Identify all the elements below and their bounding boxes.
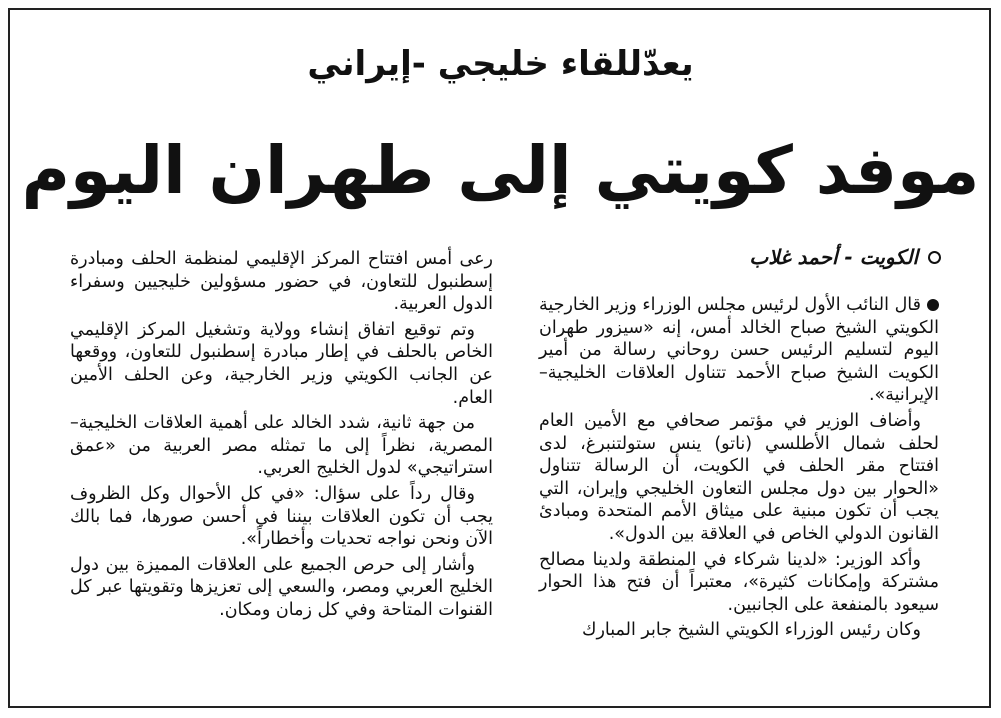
article-headline: موفد كويتي إلى طهران اليوم: [21, 132, 980, 209]
paragraph: [539, 294, 939, 407]
paragraph: من جهة ثانية، شدد الخالد على أهمية العلاقات الخليجية– المصرية، نظراً إلى ما تمثله مصر العربية من «عمق استراتيجي» لدول الخليج العربي.: [70, 413, 493, 479]
article-byline: [749, 242, 941, 272]
paragraph: وأضاف الوزير في مؤتمر صحافي مع الأمين العام لحلف شمال الأطلسي (ناتو) ينس ستولتنبرغ، لدى افتتاح مقر الحلف في الكويت، أن الرسالة تتناول «الحوار بين دول مجلس التعاون الخليجي وإيران، التي يجب أن تكون مبنية على ميثاق الأمم المتحدة ومبادئ القانون الدولي الخاص في العلاقة بين الدول».: [539, 410, 939, 544]
paragraph: وقال رداً على سؤال: «في كل الأحوال وكل الظروف يجب أن تكون العلاقات بيننا في أحسن صورها، فما بالك الآن ونحن نواجه تحديات وأخطاراً».: [70, 483, 493, 550]
paragraph: وتم توقيع اتفاق إنشاء وولاية وتشغيل المركز الإقليمي الخاص بالحلف في إطار مبادرة إسطنبول للتعاون، ووقعها عن الجانب الكويتي وزير الخارجية، وعن الحلف الأمين العام.: [70, 319, 493, 408]
byline-text: الكويت - أحمد غلاب: [749, 245, 918, 269]
bullet-icon: [927, 299, 939, 311]
paragraph: وكان رئيس الوزراء الكويتي الشيخ جابر المبارك: [582, 620, 921, 641]
paragraph: رعى أمس افتتاح المركز الإقليمي لمنظمة الحلف ومبادرة إسطنبول للتعاون، في حضور مسؤولين خليجيين وسفراء الدول العربية.: [70, 249, 493, 315]
article-kicker: يعدّللقاء خليجي -إيراني: [307, 44, 694, 84]
paragraph: وأشار إلى حرص الجميع على العلاقات المميزة بين دول الخليج العربي ومصر، والسعي إلى تعزيزها وتقويتها عبر كل القنوات المتاحة وفي كل زمان ومكان.: [70, 554, 493, 620]
article-column-right: [539, 294, 939, 645]
paragraph-text: قال النائب الأول لرئيس مجلس الوزراء وزير الخارجية الكويتي الشيخ صباح الخالد أمس، إنه «سيزور طهران اليوم لتسليم الرئيس حسن روحاني رسالة من أمير الكويت الشيخ صباح الأحمد تتناول العلاقات الخليجية– الإيرانية».: [539, 295, 939, 406]
circle-icon: [928, 251, 941, 264]
paragraph: وأكد الوزير: «لدينا شركاء في المنطقة ولدينا مصالح مشتركة وإمكانات كثيرة»، معتبراً أن فتح هذا الحوار سيعود بالمنفعة على الجانبين.: [539, 549, 939, 615]
article-column-left: [70, 248, 493, 625]
